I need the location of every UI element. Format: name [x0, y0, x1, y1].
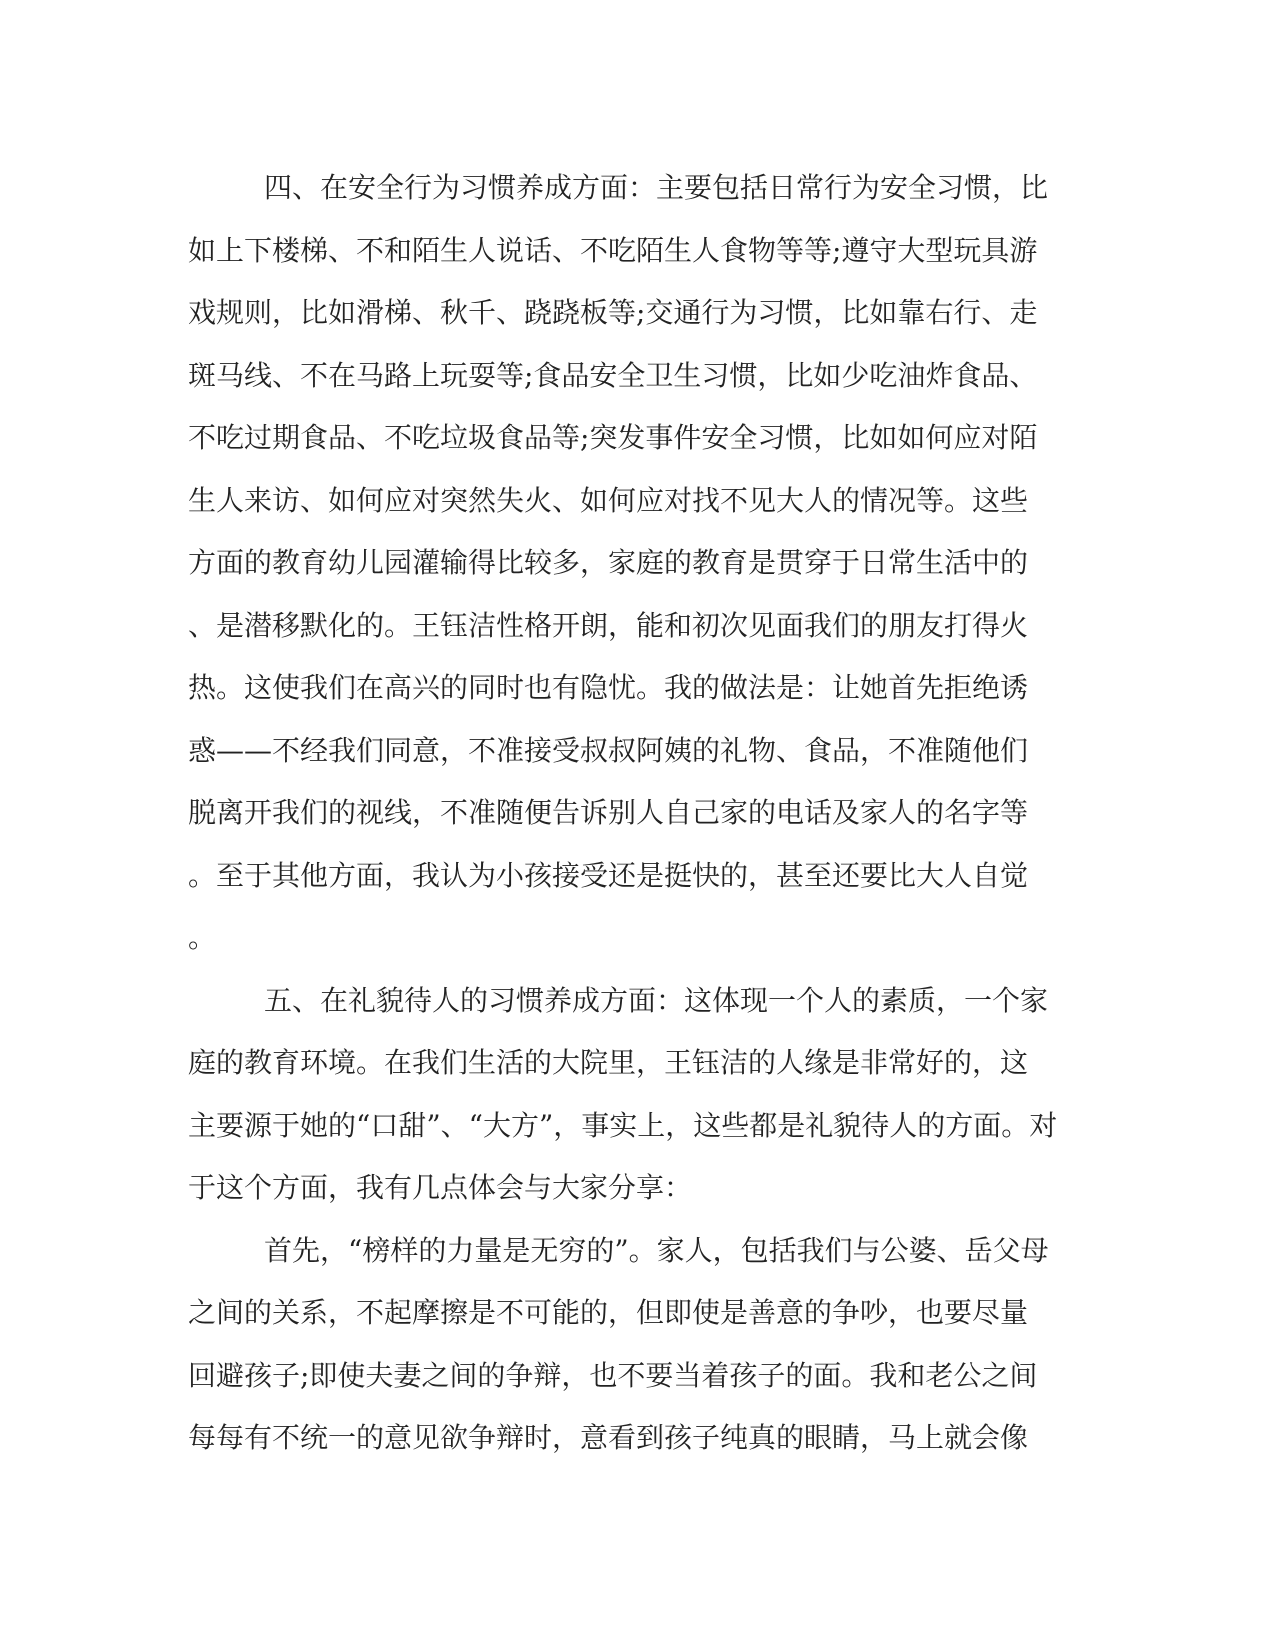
text-line: 四、在安全行为习惯养成方面：主要包括日常行为安全习惯，比	[264, 171, 1049, 204]
text-line: 每每有不统一的意见欲争辩时，意看到孩子纯真的眼睛，马上就会像	[188, 1421, 1029, 1454]
text-line: 、是潜移默化的。王钰洁性格开朗，能和初次见面我们的朋友打得火	[188, 608, 1029, 642]
text-line: 回避孩子;即使夫妻之间的争辩，也不要当着孩子的面。我和老公之间	[188, 1358, 1038, 1392]
paragraph-section-4	[188, 157, 1088, 970]
text-line: 。至于其他方面，我认为小孩接受还是挺快的，甚至还要比大人自觉	[188, 858, 1029, 892]
text-line: 主要源于她的“口甜”、“大方”，事实上，这些都是礼貌待人的方面。对	[188, 1108, 1058, 1142]
text-line: 首先，“榜样的力量是无穷的”。家人，包括我们与公婆、岳父母	[264, 1233, 1049, 1267]
paragraph-first-point	[188, 1220, 1088, 1470]
text-line: 于这个方面，我有几点体会与大家分享：	[188, 1171, 693, 1204]
text-line: 热。这使我们在高兴的同时也有隐忧。我的做法是：让她首先拒绝诱	[188, 671, 1029, 704]
text-line: 脱离开我们的视线，不准随便告诉别人自己家的电话及家人的名字等	[188, 796, 1029, 829]
document-body	[188, 157, 1088, 1470]
text-line: 五、在礼貌待人的习惯养成方面：这体现一个人的素质，一个家	[264, 983, 1049, 1017]
text-line: 庭的教育环境。在我们生活的大院里，王钰洁的人缘是非常好的，这	[188, 1046, 1029, 1079]
text-line: 之间的关系，不起摩擦是不可能的，但即使是善意的争吵，也要尽量	[188, 1296, 1029, 1329]
text-line: 戏规则，比如滑梯、秋千、跷跷板等;交通行为习惯，比如靠右行、走	[188, 296, 1038, 329]
text-line: 如上下楼梯、不和陌生人说话、不吃陌生人食物等等;遵守大型玩具游	[188, 233, 1038, 267]
text-line: 生人来访、如何应对突然失火、如何应对找不见大人的情况等。这些	[188, 483, 1029, 517]
text-line: 惑——不经我们同意，不准接受叔叔阿姨的礼物、食品，不准随他们	[188, 733, 1029, 767]
paragraph-section-5	[188, 970, 1088, 1220]
text-line: 方面的教育幼儿园灌输得比较多，家庭的教育是贯穿于日常生活中的	[188, 546, 1029, 579]
text-line: 不吃过期食品、不吃垃圾食品等;突发事件安全习惯，比如如何应对陌	[188, 421, 1038, 454]
text-line: 。	[188, 921, 217, 954]
text-line: 斑马线、不在马路上玩耍等;食品安全卫生习惯，比如少吃油炸食品、	[188, 358, 1038, 392]
